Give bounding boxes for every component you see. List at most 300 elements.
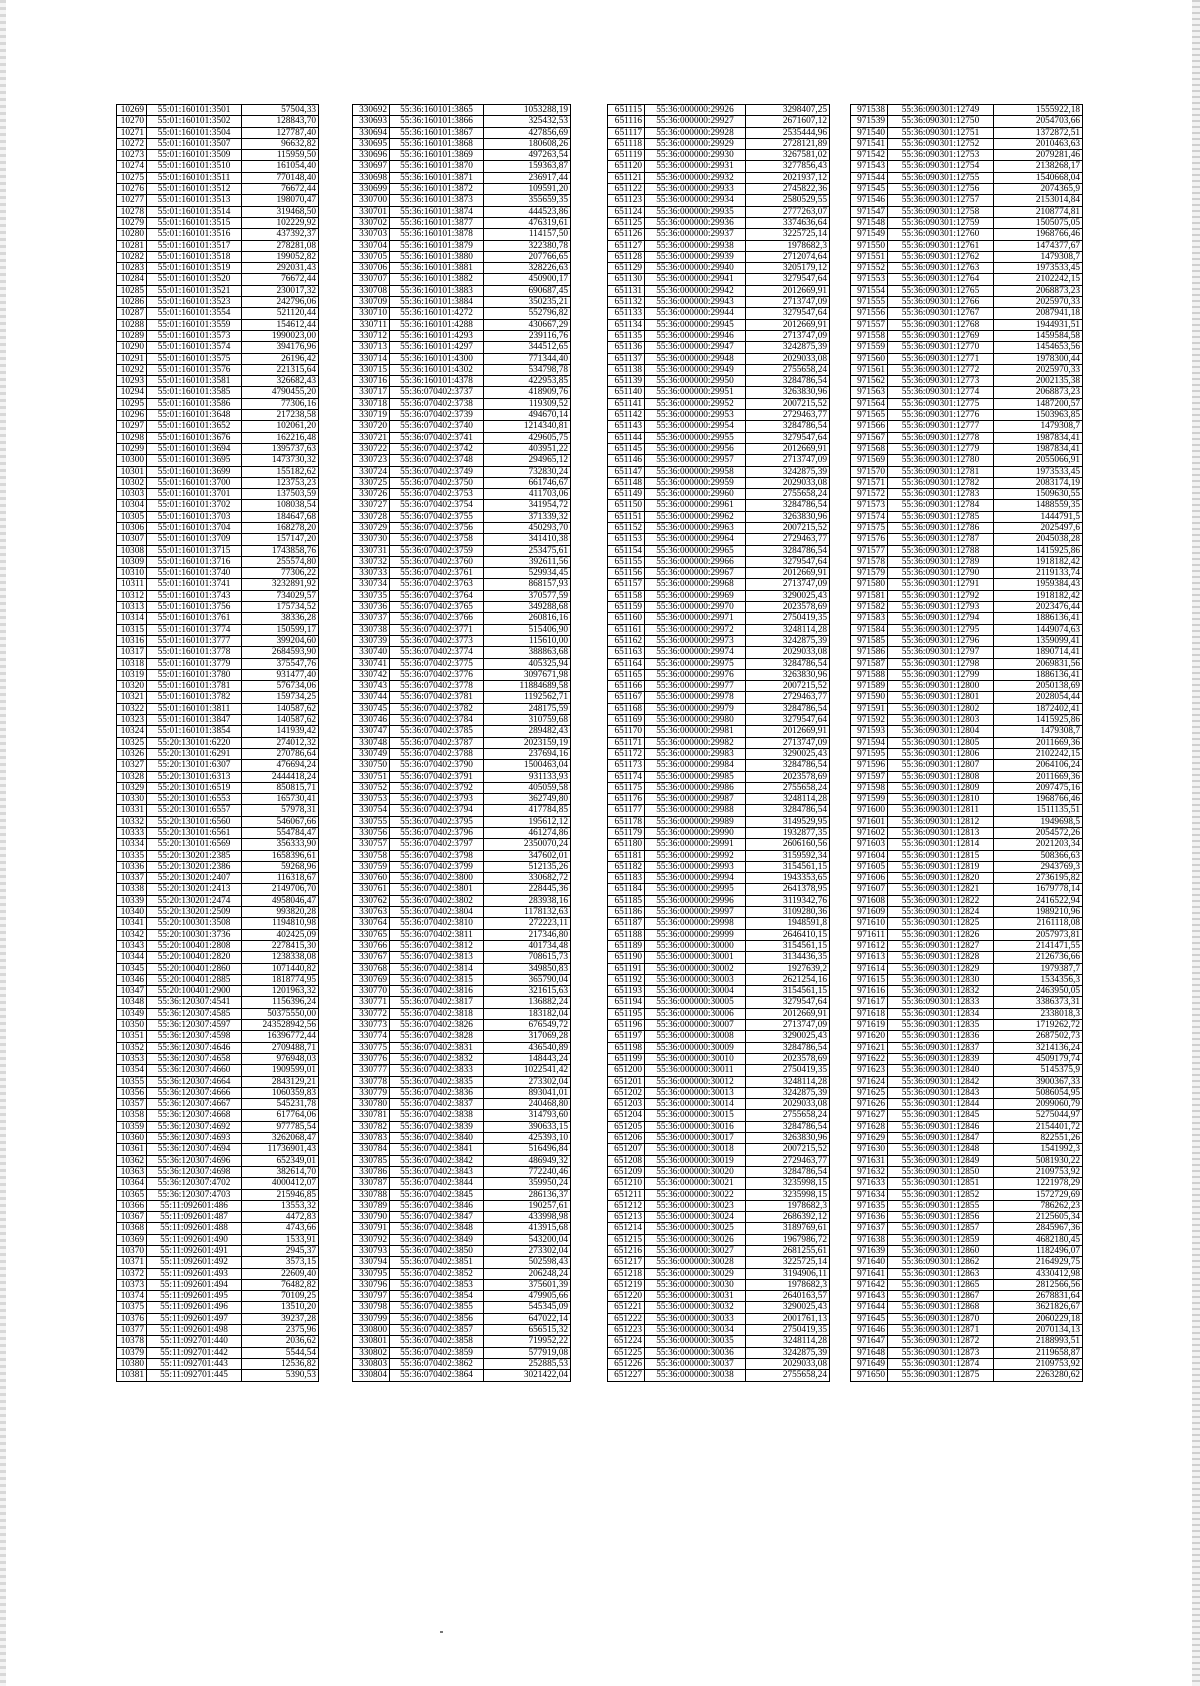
row-number: 971599 (851, 794, 888, 805)
row-number: 651144 (608, 432, 645, 443)
row-number: 971590 (851, 692, 888, 703)
area-value: 647022,14 (484, 1313, 571, 1324)
cadastral-number: 55:36:000000:30012 (645, 1076, 746, 1087)
table-row (353, 1347, 571, 1358)
table-row (608, 556, 830, 567)
row-number: 330693 (353, 116, 390, 127)
row-number: 10338 (117, 884, 147, 895)
cadastral-number: 55:36:070402:3801 (390, 884, 484, 895)
row-number: 971635 (851, 1200, 888, 1211)
area-value: 394176,96 (242, 342, 319, 353)
table-row (851, 1155, 1083, 1166)
area-value: 344512,65 (484, 342, 571, 353)
cadastral-number: 55:36:000000:30001 (645, 952, 746, 963)
table-row (117, 1325, 319, 1336)
row-number: 971642 (851, 1279, 888, 1290)
cadastral-number: 55:36:090301:12752 (888, 138, 994, 149)
cadastral-number: 55:36:090301:12785 (888, 511, 994, 522)
table-row (117, 952, 319, 963)
area-value: 3235998,15 (746, 1178, 830, 1189)
area-value: 2416522,94 (994, 895, 1083, 906)
row-number: 10357 (117, 1099, 147, 1110)
cadastral-number: 55:01:160101:3676 (147, 432, 242, 443)
table-row (117, 1291, 319, 1302)
cadastral-number: 55:01:160101:3586 (147, 398, 242, 409)
row-number: 10325 (117, 737, 147, 748)
row-number: 10320 (117, 681, 147, 692)
table-row (851, 624, 1083, 635)
row-number: 10363 (117, 1166, 147, 1177)
cadastral-number: 55:01:160101:3581 (147, 376, 242, 387)
cadastral-number: 55:36:000000:30010 (645, 1053, 746, 1064)
area-value: 502598,43 (484, 1257, 571, 1268)
area-value: 4509179,74 (994, 1053, 1083, 1064)
row-number: 10373 (117, 1279, 147, 1290)
row-number: 330755 (353, 816, 390, 827)
area-value: 1214340,81 (484, 421, 571, 432)
area-value: 1022541,42 (484, 1065, 571, 1076)
cadastral-number: 55:36:070402:3854 (390, 1291, 484, 1302)
area-value: 2068873,23 (994, 285, 1083, 296)
area-value: 3284786,54 (746, 658, 830, 669)
row-number: 330798 (353, 1302, 390, 1313)
row-number: 651127 (608, 240, 645, 251)
area-value: 2125605,34 (994, 1212, 1083, 1223)
table-row (353, 1087, 571, 1098)
cadastral-number: 55:01:160101:3740 (147, 568, 242, 579)
table-row (608, 511, 830, 522)
cadastral-number: 55:36:070402:3804 (390, 907, 484, 918)
cadastral-number: 55:36:070402:3798 (390, 850, 484, 861)
table-row (353, 1302, 571, 1313)
row-number: 651152 (608, 522, 645, 533)
table-row (608, 1370, 830, 1381)
area-value: 425393,10 (484, 1133, 571, 1144)
cadastral-number: 55:36:000000:29977 (645, 681, 746, 692)
table-row (851, 1200, 1083, 1211)
area-value: 1949698,5 (994, 816, 1083, 827)
row-number: 971555 (851, 297, 888, 308)
cadastral-number: 55:36:090301:12769 (888, 330, 994, 341)
table-row (353, 353, 571, 364)
row-number: 651118 (608, 138, 645, 149)
table-row (608, 376, 830, 387)
area-value: 690687,45 (484, 285, 571, 296)
row-number: 971598 (851, 782, 888, 793)
table-row (608, 1099, 830, 1110)
table-row (117, 342, 319, 353)
cadastral-number: 55:36:160101:3883 (390, 285, 484, 296)
row-number: 651212 (608, 1200, 645, 1211)
row-number: 651218 (608, 1268, 645, 1279)
row-number: 330692 (353, 105, 390, 116)
table-row (608, 613, 830, 624)
table-row (353, 929, 571, 940)
row-number: 10349 (117, 1008, 147, 1019)
cadastral-number: 55:36:070402:3748 (390, 455, 484, 466)
area-value: 260816,16 (484, 613, 571, 624)
table-row (851, 443, 1083, 454)
table-row (851, 828, 1083, 839)
row-number: 330715 (353, 364, 390, 375)
table-row (608, 918, 830, 929)
cadastral-number: 55:36:090301:12852 (888, 1189, 994, 1200)
table-row (353, 251, 571, 262)
cadastral-number: 55:36:090301:12872 (888, 1336, 994, 1347)
table-row (851, 771, 1083, 782)
table-row (851, 692, 1083, 703)
table-row (117, 1008, 319, 1019)
table-row (353, 602, 571, 613)
area-value: 2002135,38 (994, 376, 1083, 387)
table-row (353, 715, 571, 726)
table-row (851, 1031, 1083, 1042)
cadastral-number: 55:36:090301:12834 (888, 1008, 994, 1019)
cadastral-number: 55:36:000000:30028 (645, 1257, 746, 1268)
area-value: 529934,45 (484, 568, 571, 579)
row-number: 10353 (117, 1053, 147, 1064)
area-value: 195612,12 (484, 816, 571, 827)
cadastral-number: 55:36:000000:30004 (645, 986, 746, 997)
area-value: 2099060,79 (994, 1099, 1083, 1110)
area-value: 3900367,33 (994, 1076, 1083, 1087)
cadastral-number: 55:36:000000:29937 (645, 229, 746, 240)
row-number: 10358 (117, 1110, 147, 1121)
row-number: 651213 (608, 1212, 645, 1223)
cadastral-number: 55:36:090301:12783 (888, 489, 994, 500)
table-row (608, 669, 830, 680)
table-row (608, 172, 830, 183)
area-value: 2010463,63 (994, 138, 1083, 149)
row-number: 971624 (851, 1076, 888, 1087)
area-value: 165730,41 (242, 794, 319, 805)
area-value: 2745822,36 (746, 184, 830, 195)
table-row (608, 1358, 830, 1369)
area-value: 3225725,14 (746, 229, 830, 240)
area-value: 382614,70 (242, 1166, 319, 1177)
row-number: 330774 (353, 1031, 390, 1042)
table-row (851, 534, 1083, 545)
cadastral-number: 55:36:090301:12772 (888, 364, 994, 375)
area-value: 119309,52 (484, 398, 571, 409)
table-row (851, 1099, 1083, 1110)
cadastral-number: 55:01:160101:3741 (147, 579, 242, 590)
row-number: 651189 (608, 940, 645, 951)
cadastral-number: 55:36:160101:3880 (390, 251, 484, 262)
row-number: 651120 (608, 161, 645, 172)
cadastral-number: 55:36:160101:3874 (390, 206, 484, 217)
table-row (353, 692, 571, 703)
table-row (608, 432, 830, 443)
table-row (608, 1245, 830, 1256)
cadastral-number: 55:36:160101:4378 (390, 376, 484, 387)
row-number: 651158 (608, 590, 645, 601)
row-number: 10337 (117, 873, 147, 884)
area-value: 479905,66 (484, 1291, 571, 1302)
cadastral-number: 55:20:130101:6553 (147, 794, 242, 805)
table-row (608, 748, 830, 759)
cadastral-number: 55:36:090301:12837 (888, 1042, 994, 1053)
table-row (117, 669, 319, 680)
cadastral-number: 55:36:000000:29933 (645, 184, 746, 195)
row-number: 971594 (851, 737, 888, 748)
row-number: 10288 (117, 319, 147, 330)
cadastral-number: 55:36:000000:29969 (645, 590, 746, 601)
table-row (117, 839, 319, 850)
cadastral-number: 55:36:090301:12871 (888, 1325, 994, 1336)
area-value: 3263830,96 (746, 387, 830, 398)
cadastral-number: 55:36:090301:12856 (888, 1212, 994, 1223)
area-value: 2141471,55 (994, 940, 1083, 951)
cadastral-number: 55:36:090301:12826 (888, 929, 994, 940)
cadastral-number: 55:36:090301:12830 (888, 974, 994, 985)
area-value: 2755658,24 (746, 1110, 830, 1121)
table-row (851, 782, 1083, 793)
area-value: 3284786,54 (746, 500, 830, 511)
area-value: 411703,06 (484, 489, 571, 500)
table-row (608, 703, 830, 714)
cadastral-number: 55:36:120307:4597 (147, 1020, 242, 1031)
area-value: 1511135,51 (994, 805, 1083, 816)
area-value: 2057973,81 (994, 929, 1083, 940)
table-row (608, 410, 830, 421)
cadastral-number: 55:36:070402:3812 (390, 940, 484, 951)
area-value: 136882,24 (484, 997, 571, 1008)
table-row (851, 195, 1083, 206)
area-value: 1194810,98 (242, 918, 319, 929)
table-row (353, 263, 571, 274)
cadastral-number: 55:36:120307:4692 (147, 1121, 242, 1132)
table-row (851, 319, 1083, 330)
row-number: 330800 (353, 1325, 390, 1336)
area-value: 4682180,45 (994, 1234, 1083, 1245)
table-row (117, 828, 319, 839)
row-number: 330795 (353, 1268, 390, 1279)
row-number: 330768 (353, 963, 390, 974)
table-row (851, 206, 1083, 217)
area-value: 1509630,55 (994, 489, 1083, 500)
cadastral-number: 55:01:160101:3576 (147, 364, 242, 375)
area-value: 1967986,72 (746, 1234, 830, 1245)
cadastral-number: 55:36:000000:30030 (645, 1279, 746, 1290)
area-value: 1886136,41 (994, 669, 1083, 680)
table-row (117, 556, 319, 567)
cadastral-number: 55:36:090301:12825 (888, 918, 994, 929)
area-value: 38336,28 (242, 613, 319, 624)
table-row (608, 1133, 830, 1144)
table-row (117, 963, 319, 974)
table-row (353, 387, 571, 398)
row-number: 971613 (851, 952, 888, 963)
cadastral-number: 55:36:160101:3866 (390, 116, 484, 127)
row-number: 330720 (353, 421, 390, 432)
cadastral-number: 55:36:090301:12848 (888, 1144, 994, 1155)
table-row (851, 1234, 1083, 1245)
cadastral-number: 55:36:070402:3859 (390, 1347, 484, 1358)
table-row (608, 138, 830, 149)
row-number: 10281 (117, 240, 147, 251)
row-number: 971564 (851, 398, 888, 409)
row-number: 10378 (117, 1336, 147, 1347)
area-value: 349850,83 (484, 963, 571, 974)
table-row (117, 263, 319, 274)
area-value: 57504,33 (242, 105, 319, 116)
table-row (117, 771, 319, 782)
area-value: 2011669,36 (994, 737, 1083, 748)
cadastral-number: 55:36:070402:3763 (390, 579, 484, 590)
cadastral-number: 55:11:092601:491 (147, 1245, 242, 1256)
row-number: 330716 (353, 376, 390, 387)
area-value: 50375550,00 (242, 1008, 319, 1019)
row-number: 10312 (117, 590, 147, 601)
table-row (353, 1099, 571, 1110)
row-number: 10289 (117, 330, 147, 341)
cadastral-number: 55:01:160101:3507 (147, 138, 242, 149)
area-value: 392611,56 (484, 556, 571, 567)
cadastral-number: 55:36:090301:12842 (888, 1076, 994, 1087)
cadastral-number: 55:36:000000:29974 (645, 647, 746, 658)
table-row (608, 1110, 830, 1121)
area-value: 2621254,16 (746, 974, 830, 985)
row-number: 651191 (608, 963, 645, 974)
cadastral-number: 55:01:160101:3575 (147, 353, 242, 364)
table-row (851, 974, 1083, 985)
area-value: 1474377,67 (994, 240, 1083, 251)
area-value: 2102242,15 (994, 748, 1083, 759)
area-value: 375601,39 (484, 1279, 571, 1290)
row-number: 971556 (851, 308, 888, 319)
cadastral-number: 55:01:160101:3501 (147, 105, 242, 116)
row-number: 971615 (851, 974, 888, 985)
area-value: 1978682,3 (746, 1200, 830, 1211)
row-number: 651135 (608, 330, 645, 341)
row-number: 330721 (353, 432, 390, 443)
table-row (353, 443, 571, 454)
row-number: 651160 (608, 613, 645, 624)
cadastral-number: 55:36:090301:12753 (888, 150, 994, 161)
row-number: 10316 (117, 635, 147, 646)
area-value: 450900,17 (484, 274, 571, 285)
row-number: 651147 (608, 466, 645, 477)
area-value: 180608,26 (484, 138, 571, 149)
cadastral-number: 55:36:000000:29955 (645, 432, 746, 443)
table-row (117, 579, 319, 590)
area-value: 3189769,61 (746, 1223, 830, 1234)
table-row (117, 1279, 319, 1290)
table-row (117, 805, 319, 816)
table-row (353, 308, 571, 319)
row-number: 10323 (117, 715, 147, 726)
table-row (608, 161, 830, 172)
row-number: 330764 (353, 918, 390, 929)
area-value: 1918182,42 (994, 556, 1083, 567)
area-value: 1987834,41 (994, 432, 1083, 443)
area-value: 2108774,81 (994, 206, 1083, 217)
table-row (353, 500, 571, 511)
area-value: 1071440,82 (242, 963, 319, 974)
row-number: 971603 (851, 839, 888, 850)
area-value: 115610,00 (484, 635, 571, 646)
table-row (851, 1076, 1083, 1087)
cadastral-number: 55:01:160101:3854 (147, 726, 242, 737)
row-number: 971617 (851, 997, 888, 1008)
row-number: 971643 (851, 1291, 888, 1302)
row-number: 971560 (851, 353, 888, 364)
area-value: 4743,66 (242, 1223, 319, 1234)
table-row (117, 150, 319, 161)
area-value: 1943353,65 (746, 873, 830, 884)
cadastral-number: 55:36:070402:3737 (390, 387, 484, 398)
row-number: 651186 (608, 907, 645, 918)
area-value: 2713747,09 (746, 1020, 830, 1031)
row-number: 10276 (117, 184, 147, 195)
row-number: 971605 (851, 861, 888, 872)
area-value: 3279547,64 (746, 556, 830, 567)
row-number: 330772 (353, 1008, 390, 1019)
cadastral-number: 55:36:090301:12811 (888, 805, 994, 816)
table-row (851, 1302, 1083, 1313)
area-value: 148443,24 (484, 1053, 571, 1064)
table-row (117, 398, 319, 409)
cadastral-number: 55:36:000000:29956 (645, 443, 746, 454)
cadastral-number: 55:36:070402:3771 (390, 624, 484, 635)
cadastral-number: 55:01:160101:3652 (147, 421, 242, 432)
row-number: 10343 (117, 940, 147, 951)
row-number: 971631 (851, 1155, 888, 1166)
table-row (117, 1144, 319, 1155)
row-number: 651178 (608, 816, 645, 827)
table-row (353, 590, 571, 601)
cadastral-number: 55:20:130101:6307 (147, 760, 242, 771)
row-number: 330738 (353, 624, 390, 635)
area-value: 494670,14 (484, 410, 571, 421)
area-value: 2709488,71 (242, 1042, 319, 1053)
cadastral-number: 55:36:070402:3753 (390, 489, 484, 500)
row-number: 971609 (851, 907, 888, 918)
area-value: 198070,47 (242, 195, 319, 206)
cadastral-number: 55:36:000000:30029 (645, 1268, 746, 1279)
table-row (851, 308, 1083, 319)
area-value: 2070134,13 (994, 1325, 1083, 1336)
cadastral-number: 55:36:000000:29996 (645, 895, 746, 906)
row-number: 10344 (117, 952, 147, 963)
table-row (851, 217, 1083, 228)
cadastral-number: 55:01:160101:3699 (147, 466, 242, 477)
area-value: 2054572,26 (994, 828, 1083, 839)
row-number: 971645 (851, 1313, 888, 1324)
cadastral-number: 55:36:070402:3794 (390, 805, 484, 816)
area-value: 1201963,32 (242, 986, 319, 997)
row-number: 330704 (353, 240, 390, 251)
cadastral-number: 55:20:130101:6561 (147, 828, 242, 839)
table-row (608, 568, 830, 579)
area-value: 1973533,45 (994, 263, 1083, 274)
cadastral-number: 55:11:092701:442 (147, 1347, 242, 1358)
area-value: 183182,04 (484, 1008, 571, 1019)
cadastral-number: 55:36:000000:29944 (645, 308, 746, 319)
table-row (117, 545, 319, 556)
cadastral-number: 55:36:070402:3837 (390, 1099, 484, 1110)
row-number: 330737 (353, 613, 390, 624)
row-number: 971553 (851, 274, 888, 285)
row-number: 971539 (851, 116, 888, 127)
table-row (851, 850, 1083, 861)
area-value: 4000412,07 (242, 1178, 319, 1189)
area-value: 2074365,9 (994, 184, 1083, 195)
table-row (851, 398, 1083, 409)
row-number: 10310 (117, 568, 147, 579)
table-row (353, 398, 571, 409)
